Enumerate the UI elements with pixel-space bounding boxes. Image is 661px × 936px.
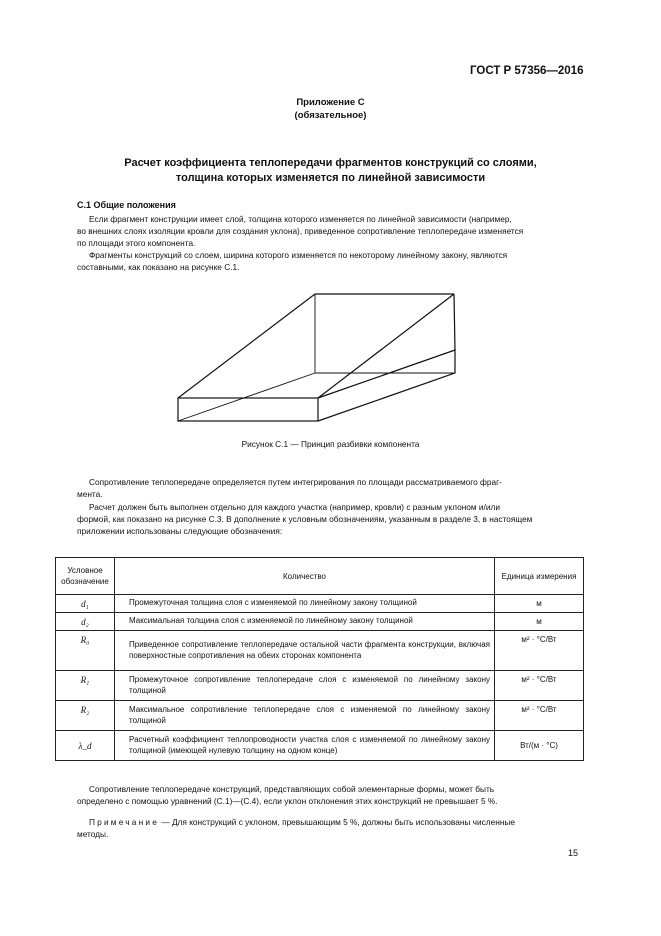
- unit-cell: м² · °С/Вт: [495, 631, 584, 671]
- description-cell: Промежуточное сопротивление теплопередаче слоя с изменяемой по линейному закону толщиной: [115, 671, 495, 701]
- header-quantity: Количество: [115, 558, 495, 595]
- note-text-line2: методы.: [77, 828, 109, 839]
- note-label: Примечание: [89, 817, 160, 827]
- page-number: 15: [568, 848, 579, 858]
- section-title-line2: толщина которых изменяется по линейной зависимости: [175, 172, 486, 184]
- description-cell: Приведенное сопротивление теплопередаче остальной части фрагмента конструкции, включая поверхностные сопротивления на обеих сторонах компонента: [115, 631, 495, 671]
- paragraph-line: составными, как показано на рисунке С.1.: [77, 261, 240, 272]
- paragraph-line: определено с помощью уравнений (С.1)—(С.4), если уклон отклонения этих конструкций не превышает 5 %.: [77, 795, 498, 806]
- description-cell: Промежуточная толщина слоя с изменяемой по линейному закону толщиной: [115, 595, 495, 613]
- note-text: — Для конструкций с уклоном, превышающим 5 %, должны быть использованы численные: [159, 817, 515, 827]
- subsection-heading: С.1 Общие положения: [77, 200, 176, 210]
- paragraph-3: [77, 477, 585, 501]
- figure-right-slope-edge: [318, 294, 454, 398]
- table-row: [56, 671, 584, 701]
- description-cell: Расчетный коэффициент теплопроводности участка слоя с изменяемой по линейному закону толщиной (имеющей нулевую толщину на одном конце): [115, 731, 495, 761]
- table-row: [56, 701, 584, 731]
- table-row: [56, 731, 584, 761]
- table-row: [56, 595, 584, 613]
- figure-front-face: [178, 398, 318, 421]
- description-cell: Максимальная толщина слоя с изменяемой по линейному закону толщиной: [115, 613, 495, 631]
- figure-side-face: [318, 350, 455, 421]
- symbol-cell: d₂: [56, 613, 115, 631]
- paragraph-5: [77, 784, 585, 808]
- symbol-cell: R₁: [56, 671, 115, 701]
- table-header-row: [56, 558, 584, 595]
- paragraph-4: [77, 502, 585, 537]
- header-unit: Единица измерения: [495, 558, 584, 595]
- note: [77, 817, 585, 841]
- unit-cell: м: [495, 595, 584, 613]
- symbol-cell: R₂: [56, 701, 115, 731]
- paragraph-line: по площади этого компонента.: [77, 237, 196, 248]
- table-row: [56, 631, 584, 671]
- table-row: [56, 613, 584, 631]
- unit-cell: м² · °С/Вт: [495, 671, 584, 701]
- paragraph-line: во внешних слоях изоляции кровли для создания уклона), приведенное сопротивление теплопередаче изменяется: [77, 225, 524, 236]
- document-code: ГОСТ Р 57356—2016: [470, 65, 584, 77]
- section-title-line1: Расчет коэффициента теплопередачи фрагментов конструкций со слоями,: [124, 157, 537, 169]
- unit-cell: м: [495, 613, 584, 631]
- symbol-cell: R₀: [56, 631, 115, 671]
- paragraph-line: Расчет должен быть выполнен отдельно для каждого участка (например, кровли) с разным уклоном и/или: [89, 502, 500, 512]
- paragraph-line: формой, как показано на рисунке С.3. В дополнение к условным обозначениям, указанным в разделе 3, в настоящем: [77, 513, 533, 524]
- figure-hidden-base-left: [178, 373, 315, 421]
- paragraph-line: Сопротивление теплопередаче конструкций, представляющих собой элементарные формы, может быть: [89, 784, 495, 794]
- component-split-figure: [170, 288, 470, 428]
- figure-back-vertical-edge: [454, 294, 455, 350]
- symbol-cell: d₁: [56, 595, 115, 613]
- figure-left-slope-edge: [178, 294, 315, 398]
- unit-cell: м² · °С/Вт: [495, 701, 584, 731]
- header-symbol: Условное обозначение: [56, 558, 115, 595]
- unit-cell: Вт/(м · °С): [495, 731, 584, 761]
- paragraph-line: Если фрагмент конструкции имеет слой, толщина которого изменяется по линейной зависимости (например,: [89, 214, 512, 224]
- paragraph-2: [77, 250, 585, 274]
- paragraph-1: [77, 214, 585, 249]
- paragraph-line: Фрагменты конструкций со слоем, ширина которого изменяется по некоторому линейному закону, являются: [89, 250, 508, 260]
- figure-caption: Рисунок С.1 — Принцип разбивки компонента: [241, 439, 420, 449]
- paragraph-line: Сопротивление теплопередаче определяется путем интегрирования по площади рассматриваемого фраг-: [89, 477, 502, 487]
- annex-title: Приложение С: [296, 97, 365, 108]
- annex-status: (обязательное): [294, 110, 367, 121]
- symbols-table: [55, 557, 584, 761]
- symbol-cell: λ_d: [56, 731, 115, 761]
- paragraph-line: приложении использованы следующие обозначения:: [77, 525, 283, 536]
- description-cell: Максимальное сопротивление теплопередаче слоя с изменяемой по линейному закону толщиной: [115, 701, 495, 731]
- paragraph-line: мента.: [77, 488, 103, 499]
